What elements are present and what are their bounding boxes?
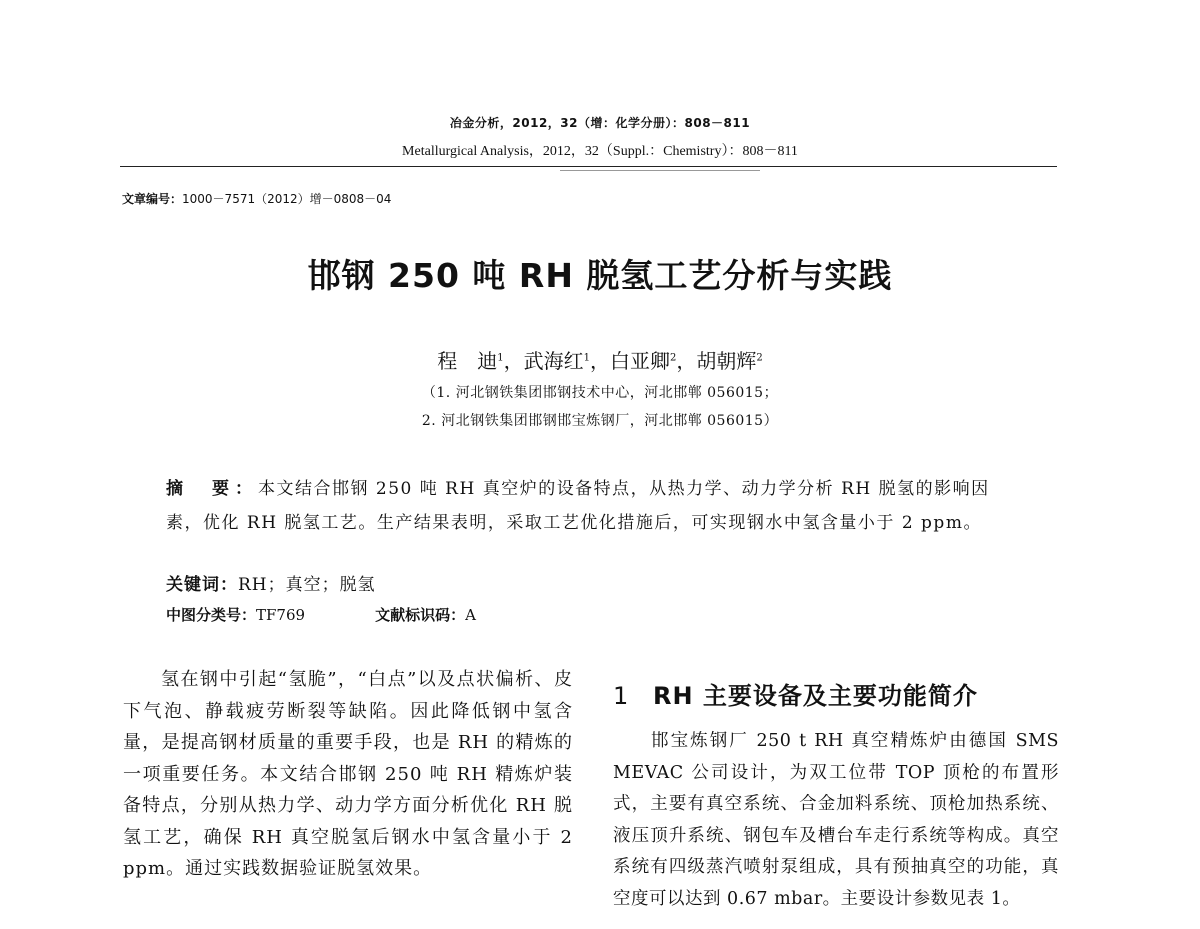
journal-citation-en: Metallurgical Analysis，2012，32（Suppl.：Chemistry）：808－811 (402, 144, 798, 159)
author-affil-marker: 1 (497, 352, 504, 364)
author-separator: ， (503, 349, 524, 373)
section-heading (613, 676, 978, 711)
author-name: 武海红 (523, 349, 584, 373)
abstract-label: 摘 要： (166, 479, 258, 499)
paper-title: 邯钢 250 吨 RH 脱氢工艺分析与实践 (307, 256, 893, 295)
keywords-text: RH；真空；脱氢 (238, 575, 376, 595)
doc-code-value: A (465, 606, 476, 624)
body-left-column (123, 664, 573, 885)
abstract (166, 472, 1026, 540)
article-number (122, 190, 391, 207)
intro-paragraph: 氢在钢中引起“氢脆”，“白点”以及点状偏析、皮下气泡、静载疲劳断裂等缺陷。因此降低钢中氢含量，是提高钢材质量的重要手段，也是 RH 的精炼的一项重要任务。本文结合邯钢 250 吨 RH 精炼炉装备特点，分别从热力学、动力学方面分析优化 RH 脱氢工艺，确保 RH 真空脱氢后钢水中氢含量小于 2 ppm。通过实践数据验证脱氢效果。 (123, 669, 573, 879)
section-number: 1 (613, 682, 630, 710)
clc-value: TF769 (256, 606, 306, 624)
keywords (166, 570, 376, 595)
header-divider-secondary (560, 170, 760, 171)
header-divider (120, 166, 1057, 167)
article-number-label: 文章编号： (122, 192, 183, 206)
author-name: 白亚卿 (610, 349, 670, 373)
classification-row (166, 604, 476, 625)
section-paragraph: 邯宝炼钢厂 250 t RH 真空精炼炉由德国 SMS MEVAC 公司设计，为双工位带 TOP 顶枪的布置形式，主要有真空系统、合金加料系统、顶枪加热系统、液压顶升系统、钢包车及槽台车走行系统等构成。真空系统有四级蒸汽喷射泵组成，具有预抽真空的功能，真空度可以达到 0.67 mbar。主要设计参数见表 1。 (613, 731, 1059, 909)
author-affil-marker: 2 (670, 352, 677, 364)
author-separator: ， (590, 349, 610, 373)
abstract-text: 本文结合邯钢 250 吨 RH 真空炉的设备特点，从热力学、动力学分析 RH 脱氢的影响因素，优化 RH 脱氢工艺。生产结果表明，采取工艺优化措施后，可实现钢水中氢含量小于 2 ppm。 (166, 479, 990, 533)
article-number-value: 1000－7571（2012）增－0808－04 (182, 192, 392, 206)
author-affil-marker: 2 (756, 352, 763, 364)
journal-citation-cn: 冶金分析，2012，32（增：化学分册）：808－811 (449, 116, 751, 130)
author-affil-marker: 1 (583, 352, 590, 364)
body-right-column (613, 726, 1059, 915)
clc-label: 中图分类号： (166, 606, 257, 624)
affiliation-1: （1. 河北钢铁集团邯钢技术中心，河北邯郸 056015； (421, 385, 779, 401)
author-separator: ， (676, 349, 697, 373)
doc-code-label: 文献标识码： (375, 606, 466, 624)
author-name: 胡朝辉 (696, 349, 757, 373)
affiliation-2: 2. 河北钢铁集团邯钢邯宝炼钢厂，河北邯郸 056015） (421, 413, 779, 429)
author-list (300, 345, 900, 374)
section-title: RH 主要设备及主要功能简介 (653, 682, 978, 710)
author-name: 程 迪 (437, 349, 498, 373)
keywords-label: 关键词： (166, 575, 238, 595)
